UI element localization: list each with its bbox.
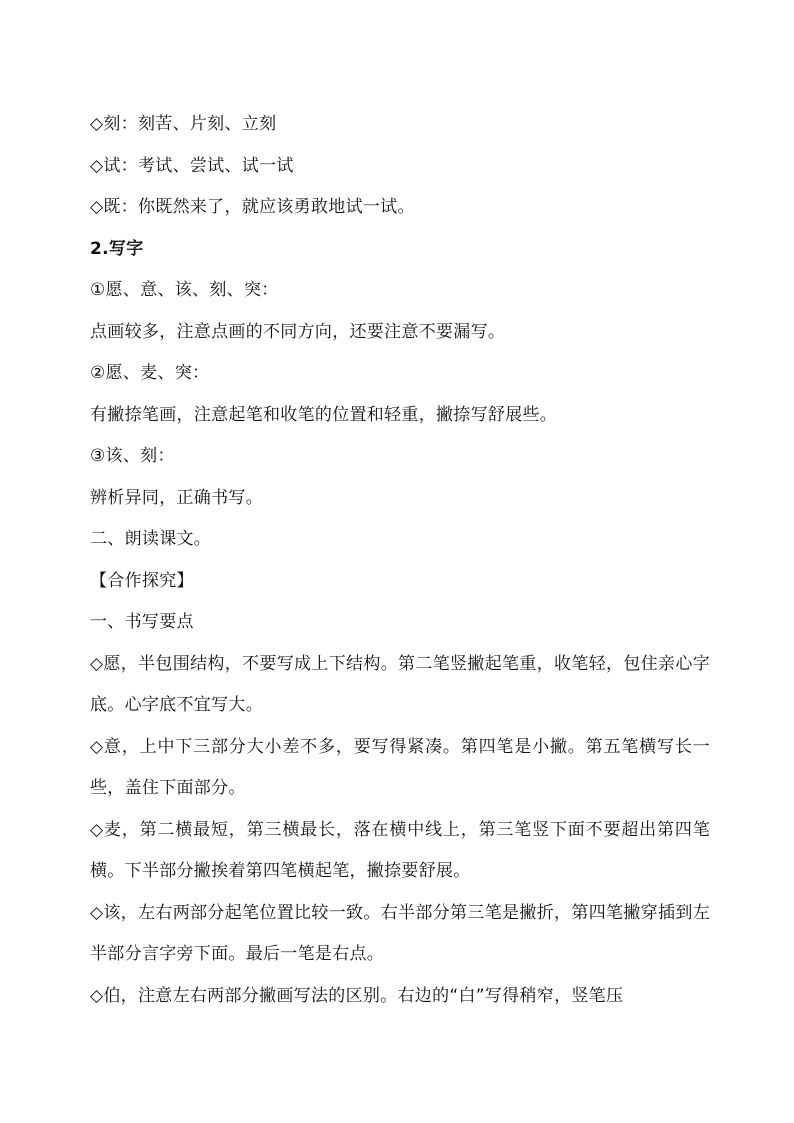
writing-group-1-tip: 点画较多，注意点画的不同方向，还要注意不要漏写。 (90, 321, 506, 342)
writing-group-3-title: ③该、刻： (90, 446, 175, 466)
writing-group-2-title: ②愿、麦、突： (90, 363, 210, 383)
section-heading-reading: 二、朗读课文。 (90, 529, 212, 549)
vocab-line-ke: ◇刻：刻苦、片刻、立刻 (90, 114, 277, 134)
key-point-gai: ◇该，左右两部分起笔位置比较一致。右半部分第三笔是撇折，第四笔撇穿插到左半部分言字旁下面。最后一笔是右点。 (90, 902, 710, 964)
section-heading-cooperation: 【合作探究】 (90, 570, 194, 591)
writing-group-2-tip: 有撇捺笔画，注意起笔和收笔的位置和轻重，撇捺写舒展些。 (90, 404, 558, 425)
section-heading-writing: 2.写字 (90, 238, 144, 259)
subsection-heading-key-points: 一、书写要点 (90, 612, 194, 632)
key-point-mai: ◇麦，第二横最短，第三横最长，落在横中线上，第三笔竖下面不要超出第四笔横。下半部分撇挨着第四笔横起笔，撇捺要舒展。 (90, 819, 710, 881)
key-point-yi: ◇意，上中下三部分大小差不多，要写得紧凑。第四笔是小撇。第五笔横写长一些，盖住下面部分。 (90, 736, 710, 798)
key-point-yuan: ◇愿，半包围结构，不要写成上下结构。第二笔竖撇起笔重，收笔轻，包住亲心字底。心字底不宜写大。 (90, 653, 710, 715)
writing-group-3-tip: 辨析异同，正确书写。 (90, 487, 263, 508)
vocab-line-shi: ◇试：考试、尝试、试一试 (90, 155, 294, 176)
vocab-line-ji: ◇既：你既然来了，就应该勇敢地试一试。 (90, 197, 415, 217)
writing-group-1-title: ①愿、意、该、刻、突： (90, 280, 279, 300)
key-point-bo: ◇伯，注意左右两部分撇画写法的区别。右边的“白”写得稍窄，竖笔压 (90, 985, 624, 1006)
document-body (90, 104, 710, 1017)
